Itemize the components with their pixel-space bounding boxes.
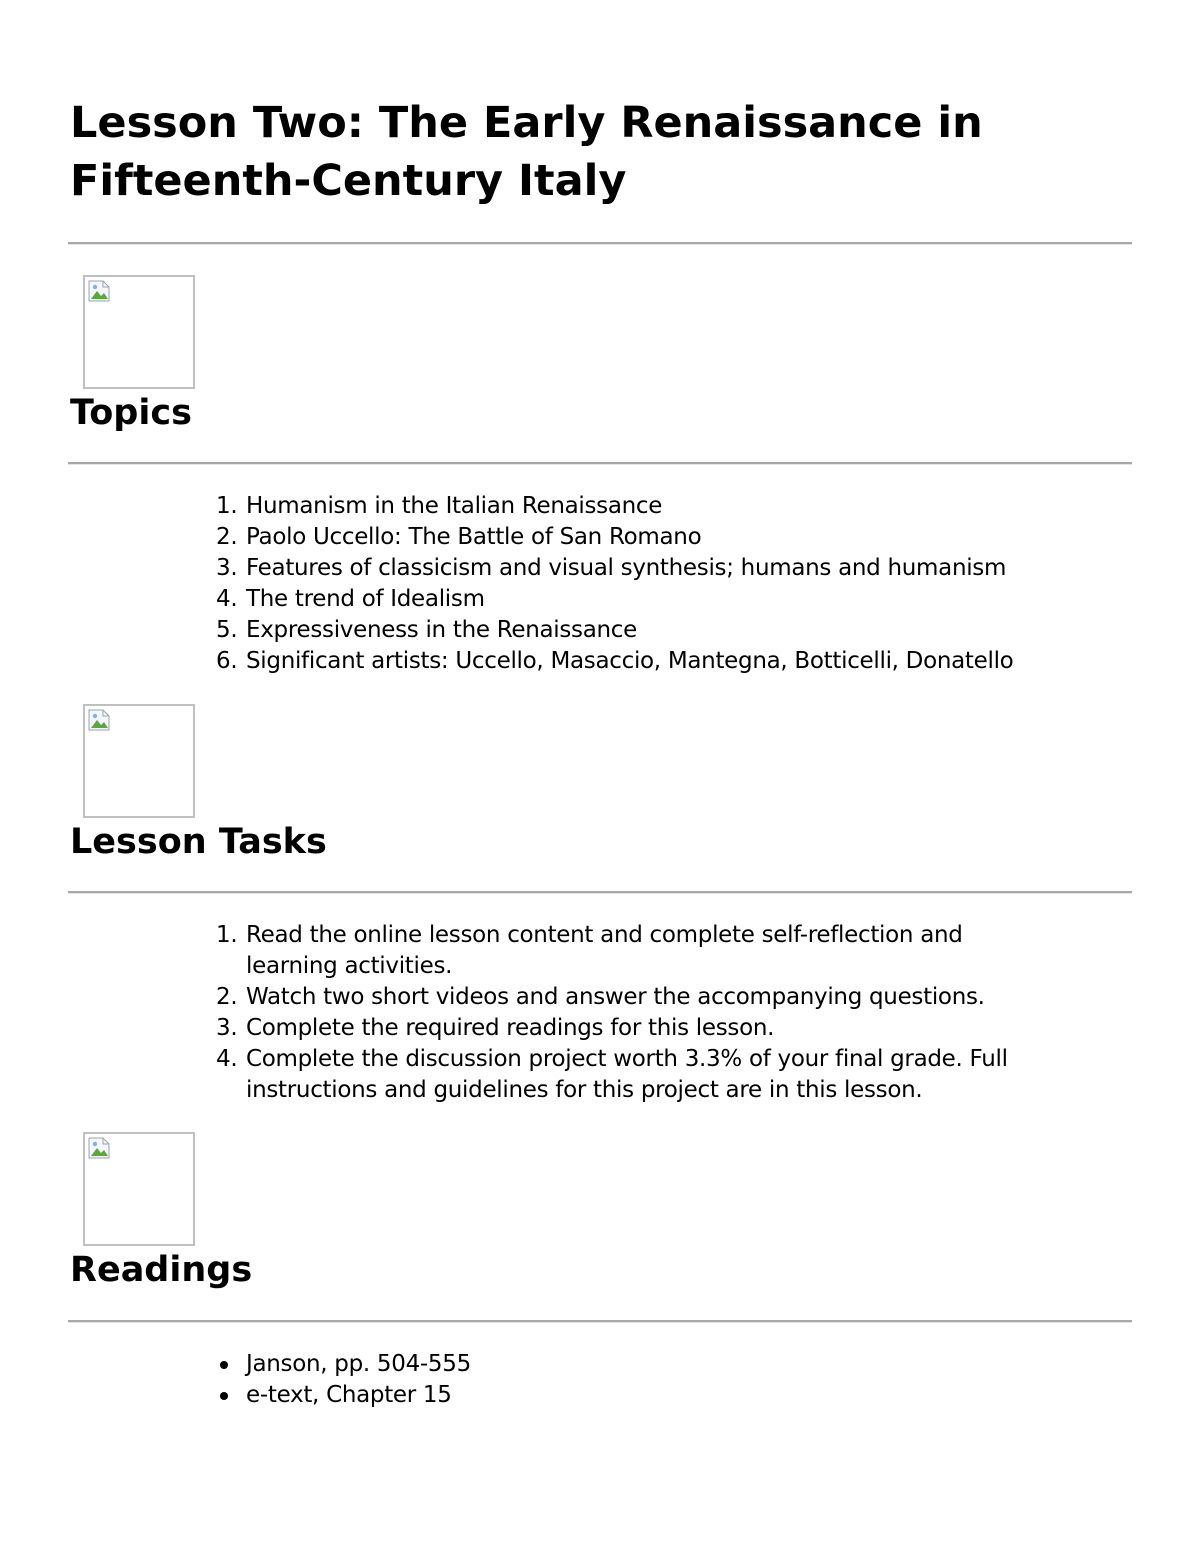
readings-broken-image-icon: [83, 1132, 195, 1246]
list-item-number: 5.: [216, 617, 238, 643]
list-item-number: 4.: [216, 586, 238, 612]
list-item: [216, 491, 1036, 522]
list-item-text: Expressiveness in the Renaissance: [246, 617, 637, 643]
list-item-text: Watch two short videos and answer the accompanying questions.: [246, 984, 985, 1010]
topics-divider: [68, 462, 1132, 465]
readings-list: [216, 1349, 1036, 1411]
list-item: [216, 1044, 1036, 1106]
list-item-number: 3.: [216, 1015, 238, 1041]
topics-broken-image-icon: [83, 275, 195, 389]
list-item-text: Read the online lesson content and complete self-reflection and learning activities.: [246, 922, 963, 979]
list-item-number: 6.: [216, 648, 238, 674]
tasks-divider: [68, 891, 1132, 894]
list-item: [216, 1349, 1036, 1380]
list-item: [216, 1380, 1036, 1411]
list-item: [216, 615, 1036, 646]
page-title-line-2: Fifteenth-Century Italy: [70, 156, 627, 206]
list-item: [216, 553, 1036, 584]
list-item-number: 4.: [216, 1046, 238, 1072]
list-item-number: 3.: [216, 555, 238, 581]
list-item: [216, 522, 1036, 553]
list-item-number: 1.: [216, 493, 238, 519]
list-item-text: The trend of Idealism: [246, 586, 485, 612]
tasks-list: [216, 920, 1036, 1106]
list-item-number: 1.: [216, 922, 238, 948]
list-item-text: Complete the discussion project worth 3.3% of your final grade. Full instructions and guidelines for this project are in this lesson.: [246, 1046, 1008, 1103]
list-item-text: e-text, Chapter 15: [246, 1382, 452, 1408]
list-item: [216, 982, 1036, 1013]
list-item-number: 2.: [216, 984, 238, 1010]
list-item-text: Janson, pp. 504-555: [246, 1351, 471, 1377]
tasks-broken-image-icon: [83, 704, 195, 818]
list-item: [216, 584, 1036, 615]
list-item: [216, 1013, 1036, 1044]
section-heading-topics: Topics: [70, 393, 192, 433]
bullet-icon: [220, 1361, 228, 1369]
list-item-text: Complete the required readings for this lesson.: [246, 1015, 775, 1041]
list-item: [216, 646, 1036, 677]
list-item-text: Significant artists: Uccello, Masaccio, Mantegna, Botticelli, Donatello: [246, 648, 1014, 674]
list-item: [216, 920, 1036, 982]
page-title: [70, 94, 983, 210]
title-divider: [68, 242, 1132, 245]
page-title-line-1: Lesson Two: The Early Renaissance in: [70, 98, 983, 148]
readings-divider: [68, 1320, 1132, 1323]
topics-list: [216, 491, 1036, 677]
section-heading-lesson-tasks: Lesson Tasks: [70, 822, 327, 862]
list-item-text: Humanism in the Italian Renaissance: [246, 493, 663, 519]
list-item-number: 2.: [216, 524, 238, 550]
list-item-text: Features of classicism and visual synthesis; humans and humanism: [246, 555, 1007, 581]
section-heading-readings: Readings: [70, 1250, 253, 1290]
list-item-text: Paolo Uccello: The Battle of San Romano: [246, 524, 702, 550]
bullet-icon: [220, 1392, 228, 1400]
